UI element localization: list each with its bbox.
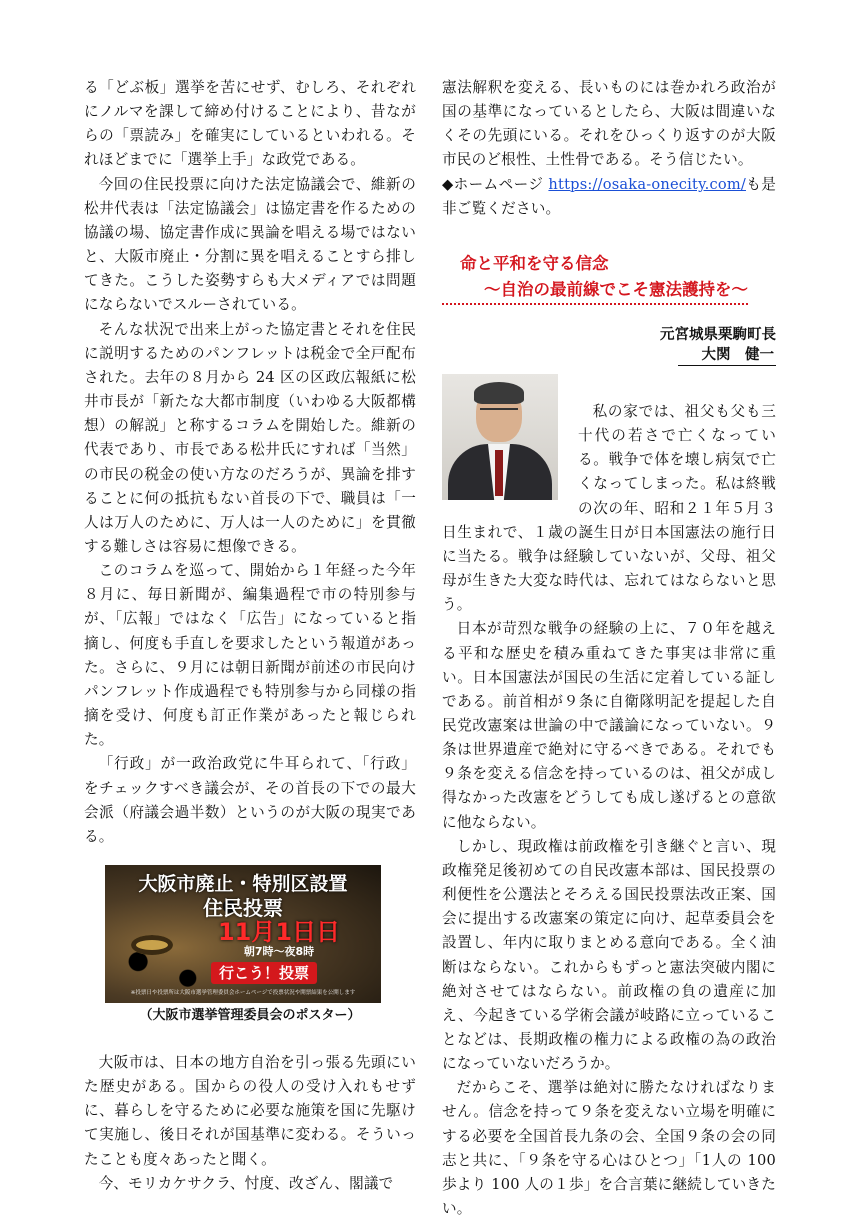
right-paragraph-3: しかし、現政権は前政権を引き継ぐと言い、現政権発足後初めての自民改憲本部は、国民投票の利便性を公選法とそろえる国民投票法改正案、国会に提出する改憲案の策定に向け、起草委員会を設置し、年内に取りまとめる意向である。全く油断はならない。これからもずっと憲法突破内閣に絶対させてはならない。前政権の負の遺産に加え、今起きている学術会議が岐路に立っていることなどは、長期政権の権力による政権の為の政治になっていないだろうか。 (442, 837, 776, 1073)
author-block (442, 325, 776, 366)
left-paragraph-5: 「行政」が一政治政党に牛耳られて、「行政」をチェックすべき議会が、その首長の下での最大会派（府議会過半数）というのが大阪の現実である。 (84, 755, 416, 845)
article-body (442, 370, 776, 1221)
referendum-poster (105, 865, 381, 1003)
left-paragraph-6: 大阪市は、日本の地方自治を引っ張る先頭にいた歴史がある。国からの役人の受け入れもせずに、暮らしを守るために必要な施策を国に先駆けて実施し、後日それが国基準に変わる。そういったことも度々あったと聞く。 (84, 1054, 416, 1168)
left-paragraph-2: 今回の住民投票に向けた法定協議会で、維新の松井代表は「法定協議会」は協定書を作るための協議の場、協定書作成に異論を唱える場ではないと、大阪市廃止・分割に異を唱えることすら排してきた。こうした姿勢すらも大メディアでは問題にならないでスルーされている。 (84, 175, 416, 314)
heading-subtitle: 〜自治の最前線でこそ憲法護持を〜 (442, 277, 748, 305)
left-paragraph-4: このコラムを巡って、開始から１年経った今年８月に、毎日新聞が、編集過程で市の特別参与が、「広報」ではなく「広告」になっていると指摘し、何度も手直しを要求したという報道があった。さらに、９月には朝日新聞が前述の市民向けパンフレット作成過程でも特別参与から同様の指摘を受け、何度も訂正作業があったと報じられた。 (84, 562, 416, 749)
right-paragraph-2: 日本が苛烈な戦争の経験の上に、７０年を越える平和な歴史を積み重ねてきた事実は非常に重い。日本国憲法が国民の生活に定着している証しである。前首相が９条に自衛隊明記を提起した自民党改憲案は世論の中で議論になっていない。９条は世界遺産で絶対に守るべきである。それでも９条を変える信念を持っているのは、祖父が成し得なかった改憲をどうしても成し遂げるとの意欲に他ならない。 (442, 620, 776, 831)
photo-hair (474, 382, 524, 404)
homepage-line (442, 173, 776, 221)
homepage-link[interactable]: https://osaka-onecity.com/ (548, 175, 746, 193)
poster-time: 朝7時〜夜8時 (243, 945, 315, 958)
poster-subtitle: 住民投票 (203, 896, 283, 920)
right-continuation: 憲法解釈を変える、長いものには巻かれろ政治が国の基準になっているとしたら、大阪は間違いなくその先頭にいる。それをひっくり返すのが大阪市民のど根性、土性骨である。そう信じたい。 (442, 79, 776, 169)
left-column (84, 76, 416, 1196)
poster-date: 11月1日日 (217, 918, 341, 946)
author-name: 大関 健一 (678, 345, 777, 366)
author-title: 元宮城県栗駒町長 (660, 326, 776, 343)
photo-tie (495, 450, 503, 496)
homepage-suffix: も是非ご覧ください。 (442, 175, 776, 217)
left-paragraph-7: 今、モリカケサクラ、忖度、改ざん、閣議で (98, 1174, 394, 1192)
heading-title: 命と平和を守る信念 (460, 253, 609, 273)
poster-caption: （大阪市選挙管理委員会のポスター） (139, 1008, 361, 1023)
poster-note: ※投票日や投票所は大阪市選挙管理委員会ホームページで投票状況や開票結果を公開します (130, 990, 356, 996)
right-column (442, 76, 776, 1221)
author-photo (442, 374, 558, 500)
right-paragraph-1: 私の家では、祖父も父も三十代の若さで亡くなっている。戦争で体を壊し病気で亡くなってしまった。私は終戦の次の年、昭和２１年５月３日生まれで、１歳の誕生日が日本国憲法の施行日に当たる。戦争は経験していないが、父母、祖父母が生きた大変な時代は、忘れてはならないと思う。 (442, 402, 776, 614)
article-heading (442, 251, 776, 305)
left-paragraph-3: そんな状況で出来上がった協定書とそれを住民に説明するためのパンフレットは税金で全戸配布された。去年の８月から 24 区の区政広報紙に松井市長が「新たな大都市制度（いわゆる大阪都構想）の解説」と称するコラムを開始した。維新の代表であり、市長である松井氏にすれば「当然」の市民の税金の使い方なのだろうが、異論を排することに何の抵抗もない首長の下で、職員は「一人は万人のために、万人は一人のために」を貫徹する難しさは容易に想像できる。 (84, 320, 416, 555)
left-paragraph-1: る「どぶ板」選挙を苦にせず、むしろ、それぞれにノルマを課して締め付けることにより、昔ながらの「票読み」を確実にしているといわれる。それほどまでに「選挙上手」な政党である。 (84, 79, 416, 169)
right-paragraph-4: だからこそ、選挙は絶対に勝たなければなりません。信念を持って９条を変えない立場を明確にする必要を全国首長九条の会、全国９条の会の同志と共に、「９条を守る心はひとつ」「1人の 100 歩より 100 人の１歩」を合言葉に継続していきたい。 (442, 1079, 777, 1218)
poster-title: 大阪市廃止・特別区設置 (138, 873, 348, 895)
poster-cta: 行こう！投票 (211, 962, 317, 984)
photo-glasses (480, 408, 518, 418)
leopard-eye-icon (131, 935, 173, 955)
homepage-prefix: ◆ホームページ (442, 175, 549, 193)
